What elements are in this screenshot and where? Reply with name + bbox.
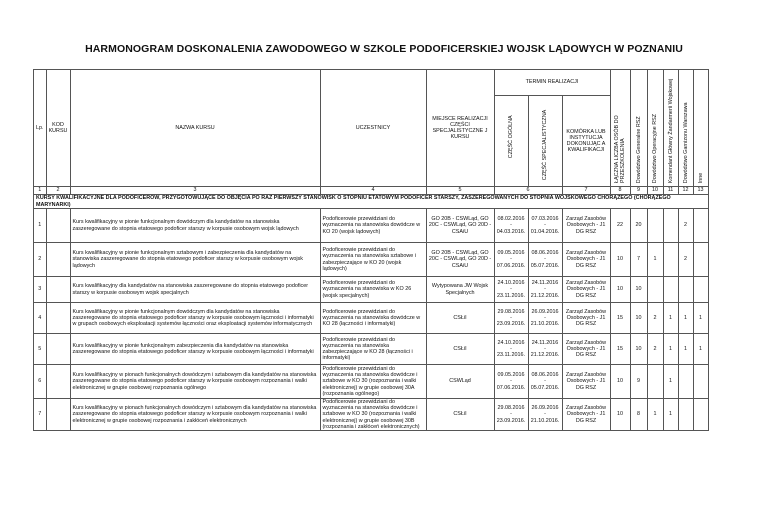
table-row [34,277,709,303]
row-kgzw: 1 [663,399,678,431]
header-kod: KOD KURSU [46,70,70,187]
header-laczna: ŁĄCZNA LICZBA OSÓB DO PRZESZKOLENIA [610,70,630,187]
row-dgw: 1 [678,303,693,334]
table-row [34,399,709,431]
row-dg: 8 [630,399,647,431]
header-uczestnicy: UCZESTNICY [320,70,426,187]
row-ogolna: 24.10.2016 - 23.11.2016. [494,334,528,365]
row-komorka: Zarząd Zasobów Osobowych - J1 DG RSZ [562,399,610,431]
row-dg: 20 [630,209,647,243]
row-kgzw: 1 [663,365,678,399]
row-spec: 24.11.2016 - 21.12.2016. [528,334,562,365]
row-komorka: Zarząd Zasobów Osobowych - J1 DG RSZ [562,365,610,399]
row-kgzw [663,277,678,303]
row-ogolna: 29.08.2016 - 23.09.2016. [494,399,528,431]
row-lp: 5 [34,334,47,365]
column-number: 13 [693,187,708,195]
section-heading: KURSY KWALIFIKACYJNE DLA PODOFICERÓW, PRZYGOTOWUJĄCE DO OBJĘCIA PO RAZ PIERWSZY STANOWISK O STOPNIU ETATOWYM PODOFICER STARSZY, ZASZEREGOWANYCH DO STOPNIA WOJSKOWEGO CHORĄŻEGO (CHORĄŻEGO MARYNARKI) [34,195,709,209]
row-dg: 10 [630,303,647,334]
row-laczna: 10 [610,277,630,303]
column-numbers-row [34,187,709,195]
row-dg: 10 [630,334,647,365]
row-dgw [678,365,693,399]
row-dg: 9 [630,365,647,399]
row-miejsce: CSŁiI [426,334,494,365]
header-inne: Inne [693,70,708,187]
table-row [34,365,709,399]
row-inne [693,243,708,277]
row-miejsce: GO 20B - CSWLąd, GO 20C - CSWLąd, GO 20D - CSAiU [426,209,494,243]
row-do: 2 [647,334,663,365]
row-spec: 08.06.2016 - 05.07.2016. [528,365,562,399]
header-czesc-spec: CZĘŚĆ SPECJALISTYCZNA [528,96,562,187]
header-komorka: KOMÓRKA LUB INSTYTUCJA DOKONUJĄC A KWALIFIKACJI [562,96,610,187]
row-inne [693,277,708,303]
header-termin: TERMIN REALIZACJI [494,70,610,96]
row-miejsce: CSŁiI [426,303,494,334]
row-nazwa: Kurs kwalifikacyjny w pionie funkcjonalnym dowódczym dla kandydatów na stanowiska zaszeregowane do stopnia etatowego podoficer starszy w korpusie osobowym wojsk lądowych [70,209,320,243]
row-do: 1 [647,243,663,277]
row-do [647,365,663,399]
row-inne: 1 [693,334,708,365]
row-kod [46,303,70,334]
row-kgzw [663,243,678,277]
row-miejsce: CSŁiI [426,399,494,431]
row-nazwa: Kurs kwalifikacyjny dla kandydatów na stanowiska zaszeregowane do stopnia etatowego podoficer starszy w korpusie osobowym wojsk specjalnych [70,277,320,303]
column-number: 4 [320,187,426,195]
row-lp: 1 [34,209,47,243]
row-do [647,277,663,303]
row-kod [46,399,70,431]
column-number: 3 [70,187,320,195]
row-miejsce: CSWLąd [426,365,494,399]
row-spec: 07.03.2016 - 01.04.2016. [528,209,562,243]
row-laczna: 22 [610,209,630,243]
row-spec: 26.09.2016 - 21.10.2016. [528,303,562,334]
table-row [34,334,709,365]
row-uczestnicy: Podoficerowie przewidziani do wyznaczenia na stanowiska w KO 26 (wojsk specjalnych) [320,277,426,303]
row-uczestnicy: Podoficerowie przewidziani do wyznaczenia na stanowiska dowódcze i sztabowe w KO 30 (rozpoznania i walki elektronicznej) w grupie osobowej 30A (rozpoznania ogólnego) [320,365,426,399]
row-komorka: Zarząd Zasobów Osobowych - J1 DG RSZ [562,243,610,277]
column-number: 11 [663,187,678,195]
page-title: HARMONOGRAM DOSKONALENIA ZAWODOWEGO W SZKOLE PODOFICERSKIEJ WOJSK LĄDOWYCH W POZNANIU [85,43,683,55]
row-dg: 7 [630,243,647,277]
row-inne [693,365,708,399]
row-kod [46,209,70,243]
column-number: 1 [34,187,47,195]
row-ogolna: 24.10.2016 - 23.11.2016. [494,277,528,303]
row-nazwa: Kurs kwalifikacyjny w pionach funkcjonalnych dowódczym i sztabowym dla kandydatów na stanowiska zaszeregowane do stopnia etatowego podoficer starszy w korpusie osobowym rozpoznania i walki elektronicznej w grupie osobowej rozpoznania i zakłóceń elektronicznych [70,399,320,431]
row-kod [46,365,70,399]
column-number: 12 [678,187,693,195]
row-komorka: Zarząd Zasobów Osobowych - J1 DG RSZ [562,303,610,334]
row-dg: 10 [630,277,647,303]
row-miejsce: GO 20B - CSWLąd, GO 20C - CSWLąd, GO 20D - CSAiU [426,243,494,277]
row-dgw [678,277,693,303]
row-kgzw: 1 [663,334,678,365]
row-laczna: 10 [610,243,630,277]
row-inne: 1 [693,303,708,334]
column-number: 8 [610,187,630,195]
row-uczestnicy: Podoficerowie przewidziani do wyznaczenia na stanowiska dowódcze w KO 28 (łączności i informatyki) [320,303,426,334]
row-laczna: 10 [610,365,630,399]
row-spec: 08.06.2016 - 05.07.2016. [528,243,562,277]
row-komorka: Zarząd Zasobów Osobowych - J1 DG RSZ [562,209,610,243]
header-dgw: Dowództwo Garnizonu Warszawa [678,70,693,187]
row-uczestnicy: Podoficerowie przewidziani do wyznaczenia na stanowiska dowódcze i sztabowe w KO 30 (rozpoznania i walki elektronicznej) w grupie osobowej 30B (rozpoznania i zakłóceń elektronicznych) [320,399,426,431]
row-nazwa: Kurs kwalifikacyjny w pionach funkcjonalnych dowódczym i sztabowym dla kandydatów na stanowiska zaszeregowane do stopnia etatowego podoficer starszy w korpusie osobowym rozpoznania i walki elektronicznej w grupie osobowej rozpoznania ogólnego [70,365,320,399]
row-laczna: 15 [610,334,630,365]
table-row [34,209,709,243]
header-lp: Lp. [34,70,47,187]
row-kgzw: 1 [663,303,678,334]
row-dgw [678,399,693,431]
row-ogolna: 08.02.2016 - 04.03.2016. [494,209,528,243]
row-komorka: Zarząd Zasobów Osobowych - J1 DG RSZ [562,277,610,303]
row-do [647,209,663,243]
row-spec: 26.09.2016 - 21.10.2016. [528,399,562,431]
row-inne [693,209,708,243]
row-do: 1 [647,399,663,431]
row-lp: 4 [34,303,47,334]
table-row [34,243,709,277]
row-ogolna: 09.05.2016 - 07.06.2016. [494,243,528,277]
row-kod [46,243,70,277]
header-kgzw: Komendant Główny Żandarmerii Wojskowej [663,70,678,187]
row-dgw: 2 [678,209,693,243]
row-lp: 2 [34,243,47,277]
row-nazwa: Kurs kwalifikacyjny w pionie funkcjonalnym dowódczym dla kandydatów na stanowiska zaszeregowane do stopnia etatowego podoficer starszy w korpusie osobowym łączności i informatyki w grupach osobowych eksploatacji systemów łączności oraz eksploatacji systemów informatycznych [70,303,320,334]
row-laczna: 15 [610,303,630,334]
row-dgw: 2 [678,243,693,277]
schedule-table [33,69,709,431]
row-nazwa: Kurs kwalifikacyjny w pionie funkcjonalnym sztabowym i zabezpieczenia dla kandydatów na stanowiska zaszeregowane do stopnia etatowego podoficer starszy w korpusie osobowym wojsk lądowych [70,243,320,277]
row-ogolna: 29.08.2016 - 23.09.2016. [494,303,528,334]
row-uczestnicy: Podoficerowie przewidziani do wyznaczenia na stanowiska sztabowe i zabezpieczające w KO 20 (wojsk lądowych) [320,243,426,277]
course-rows [34,209,709,431]
column-number: 7 [562,187,610,195]
column-number: 5 [426,187,494,195]
row-kgzw [663,209,678,243]
header-miejsce: MIEJSCE REALIZACJI CZĘŚCI SPECJALISTYCZNE J KURSU [426,70,494,187]
header-do: Dowództwo Operacyjne RSZ [647,70,663,187]
row-nazwa: Kurs kwalifikacyjny w pionie funkcjonalnym zabezpieczenia dla kandydatów na stanowiska zaszeregowane do stopnia etatowego podoficer starszy w korpusie osobowym łączności i informatyki [70,334,320,365]
row-komorka: Zarząd Zasobów Osobowych - J1 DG RSZ [562,334,610,365]
row-kod [46,277,70,303]
header-czesc-ogolna: CZĘŚĆ OGÓLNA [494,96,528,187]
row-laczna: 10 [610,399,630,431]
row-uczestnicy: Podoficerowie przewidziani do wyznaczenia na stanowiska dowódcze w KO 20 (wojsk lądowych) [320,209,426,243]
row-dgw: 1 [678,334,693,365]
row-uczestnicy: Podoficerowie przewidziani do wyznaczenia na stanowiska zabezpieczające w KO 28 (łączności i informatyki) [320,334,426,365]
row-inne [693,399,708,431]
row-spec: 24.11.2016 - 21.12.2016. [528,277,562,303]
column-number: 10 [647,187,663,195]
column-number: 6 [494,187,562,195]
row-lp: 3 [34,277,47,303]
row-lp: 7 [34,399,47,431]
header-dg: Dowództwo Generalne RSZ [630,70,647,187]
table-row [34,303,709,334]
column-number: 9 [630,187,647,195]
row-lp: 6 [34,365,47,399]
row-do: 2 [647,303,663,334]
row-miejsce: Wytypowana JW Wojsk Specjalnych [426,277,494,303]
row-kod [46,334,70,365]
row-ogolna: 09.05.2016 - 07.06.2016. [494,365,528,399]
header-nazwa: NAZWA KURSU [70,70,320,187]
column-number: 2 [46,187,70,195]
